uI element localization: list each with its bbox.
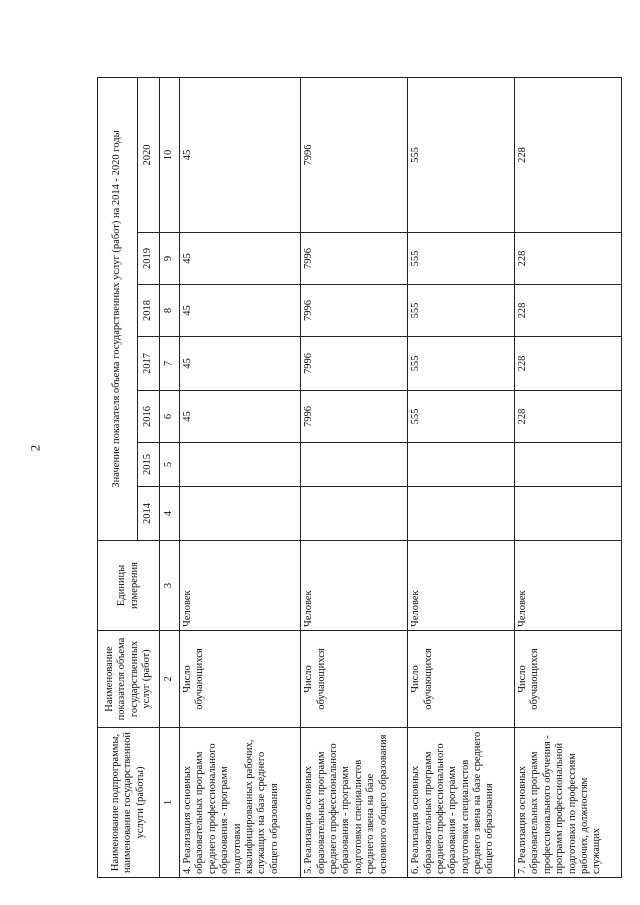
value-2018: 45 (180, 285, 301, 337)
column-number: 4 (160, 487, 180, 541)
column-number: 6 (160, 391, 180, 443)
header-year: 2016 (138, 391, 160, 443)
value-2018: 228 (515, 285, 622, 337)
page-number: 2 (27, 444, 43, 452)
value-2014 (301, 487, 408, 541)
column-number: 1 (160, 728, 180, 878)
column-number: 7 (160, 337, 180, 391)
value-2019: 7996 (301, 233, 408, 285)
unit-cell: Человек (180, 541, 301, 631)
value-2020: 555 (408, 77, 515, 232)
program-name-cell: 6. Реализация основных образовательных программ среднего профессионального образования - программ подготовки специалистов среднего звена на базе среднего общего образования (408, 728, 515, 878)
value-2016: 45 (180, 391, 301, 443)
value-2014 (515, 487, 622, 541)
value-2019: 555 (408, 233, 515, 285)
program-name-cell: 4. Реализация основных образовательных программ среднего профессионального образования - программ подготовки квалифицированных рабочих, служащих на базе среднего общего образования (180, 728, 301, 878)
header-values-group: Значение показателя объема государственных услуг (работ) на 2014 - 2020 годы (98, 77, 138, 540)
header-year: 2020 (138, 77, 160, 232)
header-year: 2018 (138, 285, 160, 337)
table-row (515, 77, 622, 877)
indicator-cell: Число обучающихся (515, 631, 622, 728)
column-number: 5 (160, 443, 180, 487)
value-2015 (180, 443, 301, 487)
value-2017: 555 (408, 337, 515, 391)
column-number: 10 (160, 77, 180, 232)
value-2017: 228 (515, 337, 622, 391)
value-2015 (408, 443, 515, 487)
header-year: 2017 (138, 337, 160, 391)
unit-cell: Человек (301, 541, 408, 631)
column-number: 3 (160, 541, 180, 631)
column-number: 9 (160, 233, 180, 285)
indicator-cell: Число обучающихся (301, 631, 408, 728)
value-2020: 228 (515, 77, 622, 232)
indicator-cell: Число обучающихся (408, 631, 515, 728)
value-2020: 7996 (301, 77, 408, 232)
column-number: 2 (160, 631, 180, 728)
services-volume-table (97, 77, 622, 878)
value-2018: 555 (408, 285, 515, 337)
header-program-name: Наименование подпрограммы, наименование государственной услуги (работы) (98, 728, 160, 878)
table-row (180, 77, 301, 877)
indicator-cell: Число обучающихся (180, 631, 301, 728)
value-2017: 45 (180, 337, 301, 391)
value-2019: 45 (180, 233, 301, 285)
header-year: 2014 (138, 487, 160, 541)
value-2016: 7996 (301, 391, 408, 443)
value-2016: 555 (408, 391, 515, 443)
value-2017: 7996 (301, 337, 408, 391)
value-2020: 45 (180, 77, 301, 232)
value-2015 (515, 443, 622, 487)
header-year: 2015 (138, 443, 160, 487)
header-year: 2019 (138, 233, 160, 285)
value-2014 (408, 487, 515, 541)
value-2018: 7996 (301, 285, 408, 337)
column-number: 8 (160, 285, 180, 337)
header-unit: Единицы измерения (98, 541, 160, 631)
value-2019: 228 (515, 233, 622, 285)
value-2014 (180, 487, 301, 541)
program-name-cell: 7. Реализация основных образовательных программ профессионального обучения - программ профессиональной подготовки по профессиям рабочих, должностям служащих (515, 728, 622, 878)
table-row (301, 77, 408, 877)
header-indicator-name: Наименование показателя объема государственных услуг (работ) (98, 631, 160, 728)
unit-cell: Человек (408, 541, 515, 631)
program-name-cell: 5. Реализация основных образовательных программ среднего профессионального образования - программ подготовки специалистов среднего звена на базе основного общего образования (301, 728, 408, 878)
rotated-table-frame (97, 78, 622, 878)
unit-cell: Человек (515, 541, 622, 631)
value-2015 (301, 443, 408, 487)
table-row (408, 77, 515, 877)
value-2016: 228 (515, 391, 622, 443)
